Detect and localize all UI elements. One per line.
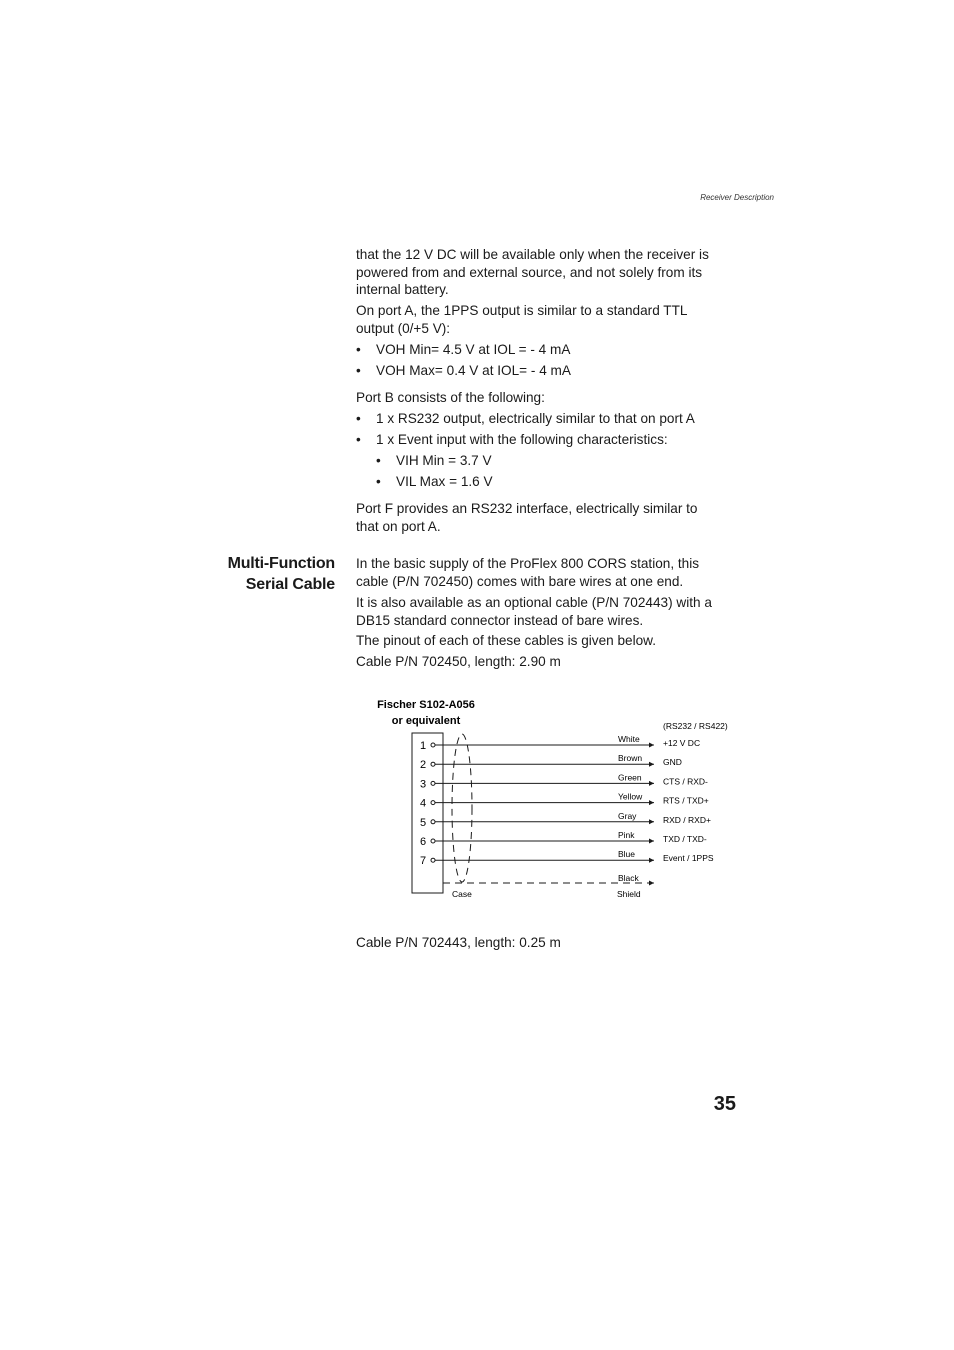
connector-body <box>412 733 443 893</box>
section-p1-line: In the basic supply of the ProFlex 800 CORS station, this <box>356 556 700 571</box>
cable-caption-2: Cable P/N 702443, length: 0.25 m <box>356 935 561 950</box>
page-number: 35 <box>713 1093 736 1115</box>
intro-p1-line: powered from and external source, and not solely from its <box>356 264 703 280</box>
wire-color-label: Yellow <box>618 791 643 802</box>
section-p1-line: cable (P/N 702450) comes with bare wires at one end. <box>356 573 684 589</box>
intro-block: that the 12 V DC will be available only when the receiver is powered from and external source, and not solely from its internal battery. On port A, the 1PPS output is similar to a standard TTL output (0/+5 V): • VOH Min= 4.5 V at IOL = - 4 mA • VOH Max= 0.4 V at IOL= - 4 mA Port B consists of the following: • 1 x RS232 output, electrically similar to that on port A • 1 x Event input with the following characteristics: • VIH Min = 3.7 V • VIL Max = 1.6 V Port F provides an RS232 interface, electrically similar to that on port A. <box>356 246 741 546</box>
section-p2-line: DB15 standard connector instead of bare wires. <box>356 612 644 628</box>
connector-title-line: Fischer S102-A056 <box>377 699 475 711</box>
pin-contact <box>431 781 435 785</box>
wire-color-label: Blue <box>618 849 636 860</box>
signal-header: (RS232 / RS422) <box>663 721 728 731</box>
bullet-text: VIL Max = 1.6 V <box>396 474 493 489</box>
intro-p4-line: Port F provides an RS232 interface, electrically similar to <box>356 501 698 516</box>
pin-number: 5 <box>420 816 427 829</box>
intro-p1-line: that the 12 V DC will be available only when the receiver is <box>356 247 709 262</box>
signal-label: RXD / RXD+ <box>663 814 711 825</box>
running-header: Receiver Description <box>700 193 774 202</box>
pin-number: 1 <box>420 740 427 752</box>
bullet-text: VIH Min = 3.7 V <box>396 453 492 468</box>
pin-number: 3 <box>420 778 427 791</box>
pin-contact <box>431 839 435 843</box>
intro-p4-line: that on port A. <box>356 518 441 534</box>
connector-title-line: or equivalent <box>391 715 461 727</box>
section-p2-line: It is also available as an optional cable (P/N 702443) with a <box>356 595 712 610</box>
shield-wire-label: Black <box>618 873 639 883</box>
section-heading-line: Serial Cable <box>245 576 335 593</box>
signal-label: GND <box>663 757 682 768</box>
case-label: Case <box>452 889 472 899</box>
shield-label: Shield <box>617 889 641 899</box>
signal-label: +12 V DC <box>663 738 701 748</box>
signal-label: Event / 1PPS <box>663 853 714 864</box>
signal-label: CTS / RXD- <box>663 776 708 787</box>
bullet-text: VOH Min= 4.5 V at IOL = - 4 mA <box>376 342 571 357</box>
pin-contact <box>431 858 435 862</box>
pin-number: 7 <box>420 855 427 868</box>
pin-number: 6 <box>420 836 427 848</box>
section-heading-line: Multi-Function <box>227 555 335 572</box>
wire-color-label: Brown <box>618 753 643 764</box>
intro-p3: Port B consists of the following: <box>356 390 545 405</box>
section-p3: The pinout of each of these cables is given below. <box>356 633 657 648</box>
bullet-text: VOH Max= 0.4 V at IOL= - 4 mA <box>376 363 571 378</box>
pin-number: 2 <box>420 759 427 772</box>
wire-color-label: Gray <box>618 810 637 821</box>
pin-contact <box>431 801 435 805</box>
pin-contact <box>431 820 435 824</box>
signal-label: TXD / TXD- <box>663 834 707 844</box>
pin-group <box>420 734 714 867</box>
cable-caption-2-wrap <box>356 934 741 954</box>
intro-p2-line: output (0/+5 V): <box>356 320 451 336</box>
intro-p2-line: On port A, the 1PPS output is similar to a standard TTL <box>356 303 688 318</box>
pin-number: 4 <box>420 797 427 810</box>
intro-p1-line: internal battery. <box>356 282 449 298</box>
wire-color-label: White <box>618 734 640 744</box>
bullet-text: 1 x RS232 output, electrically similar to that on port A <box>376 411 695 426</box>
wire-color-label: Green <box>618 772 642 783</box>
pin-contact <box>431 743 435 747</box>
cable-caption-1: Cable P/N 702450, length: 2.90 m <box>356 654 561 669</box>
pin-contact <box>431 762 435 766</box>
bullet-text: 1 x Event input with the following characteristics: <box>376 432 668 447</box>
wire-color-label: Pink <box>618 830 635 840</box>
signal-label: RTS / TXD+ <box>663 795 709 806</box>
